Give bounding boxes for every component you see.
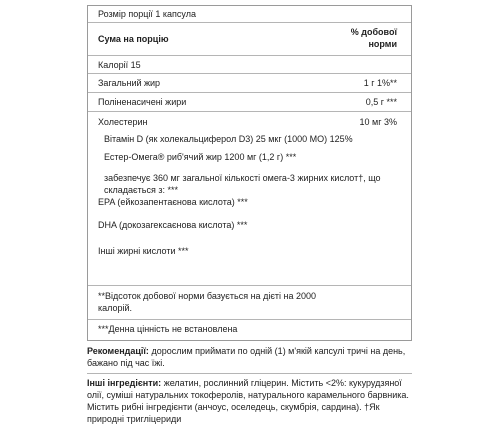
recommendations-paragraph [87,345,412,369]
ingredients-label: Інші інгредієнти: [87,378,162,388]
total-fat-value: 1 г 1%** [363,78,397,88]
footnote-dv-row [88,286,411,320]
provides-line-2: складається з: *** [104,185,178,195]
ingredients-text-2: олії, суміші натуральних токоферолів, натурального карамельного барвника. [87,390,409,400]
supplement-facts-document [87,5,412,424]
cholesterol-and-ingredients-block [88,112,411,286]
section-divider [87,373,412,374]
footnote-dv-line2: калорій. [98,303,133,313]
recommendations-label: Рекомендації: [87,346,149,356]
daily-value-header-line1: % добової [350,27,397,37]
cholesterol-value: 10 мг 3% [359,117,397,127]
recommendations-text-2: бажано під час їжі. [87,358,165,368]
polyunsaturated-value: 0,5 г *** [365,97,397,107]
ingredients-text-3: Містить рибні інгредієнти (анчоус, оселедець, скумбрія, сардина). †Як [87,402,380,412]
other-fatty-acids-line: Інші жирні кислоти *** [98,246,189,256]
ingredients-paragraph [87,377,412,425]
provides-line-1: забезпечує 360 мг загальної кількості омега-3 жирних кислот†, що [104,173,381,183]
amount-per-serving-header: Сума на порцію [98,34,169,44]
notes-section [87,341,412,424]
total-fat-row [88,74,411,93]
vitamin-d-line: Вітамін D (як холекальциферол D3) 25 мкг (1000 МО) 125% [104,134,353,144]
serving-size-row [88,6,411,23]
ester-omega-line: Естер-Омега® риб'ячий жир 1200 мг (1,2 г) *** [104,152,297,162]
footnote-dv-line1: **Відсоток добової норми базується на дієті на 2000 [98,291,317,301]
polyunsaturated-row [88,93,411,112]
serving-size: Розмір порції 1 капсула [98,9,196,19]
supplement-facts-table [87,5,412,341]
ingredients-text-4: природні тригліцериди [87,414,182,424]
recommendations-text-1: дорослим приймати по одній (1) м'якій капсулі тричі на день, [148,346,406,356]
calories-row [88,56,411,74]
cholesterol-label: Холестерин [98,117,148,127]
header-row [88,23,411,56]
epa-line: EPA (ейкозапентаєнова кислота) *** [98,197,248,207]
daily-value-header-line2: норми [368,39,397,49]
footnote-na-row [88,320,411,340]
ingredients-text-1: желатин, рослинний гліцерин. Містить <2%: кукурудзяної [161,378,402,388]
polyunsaturated-label: Поліненасичені жири [98,97,187,107]
footnote-not-established: ***Денна цінність не встановлена [98,324,238,334]
dha-line: DHA (докозагексаєнова кислота) *** [98,220,248,230]
calories: Калорії 15 [98,60,141,70]
total-fat-label: Загальний жир [98,78,161,88]
